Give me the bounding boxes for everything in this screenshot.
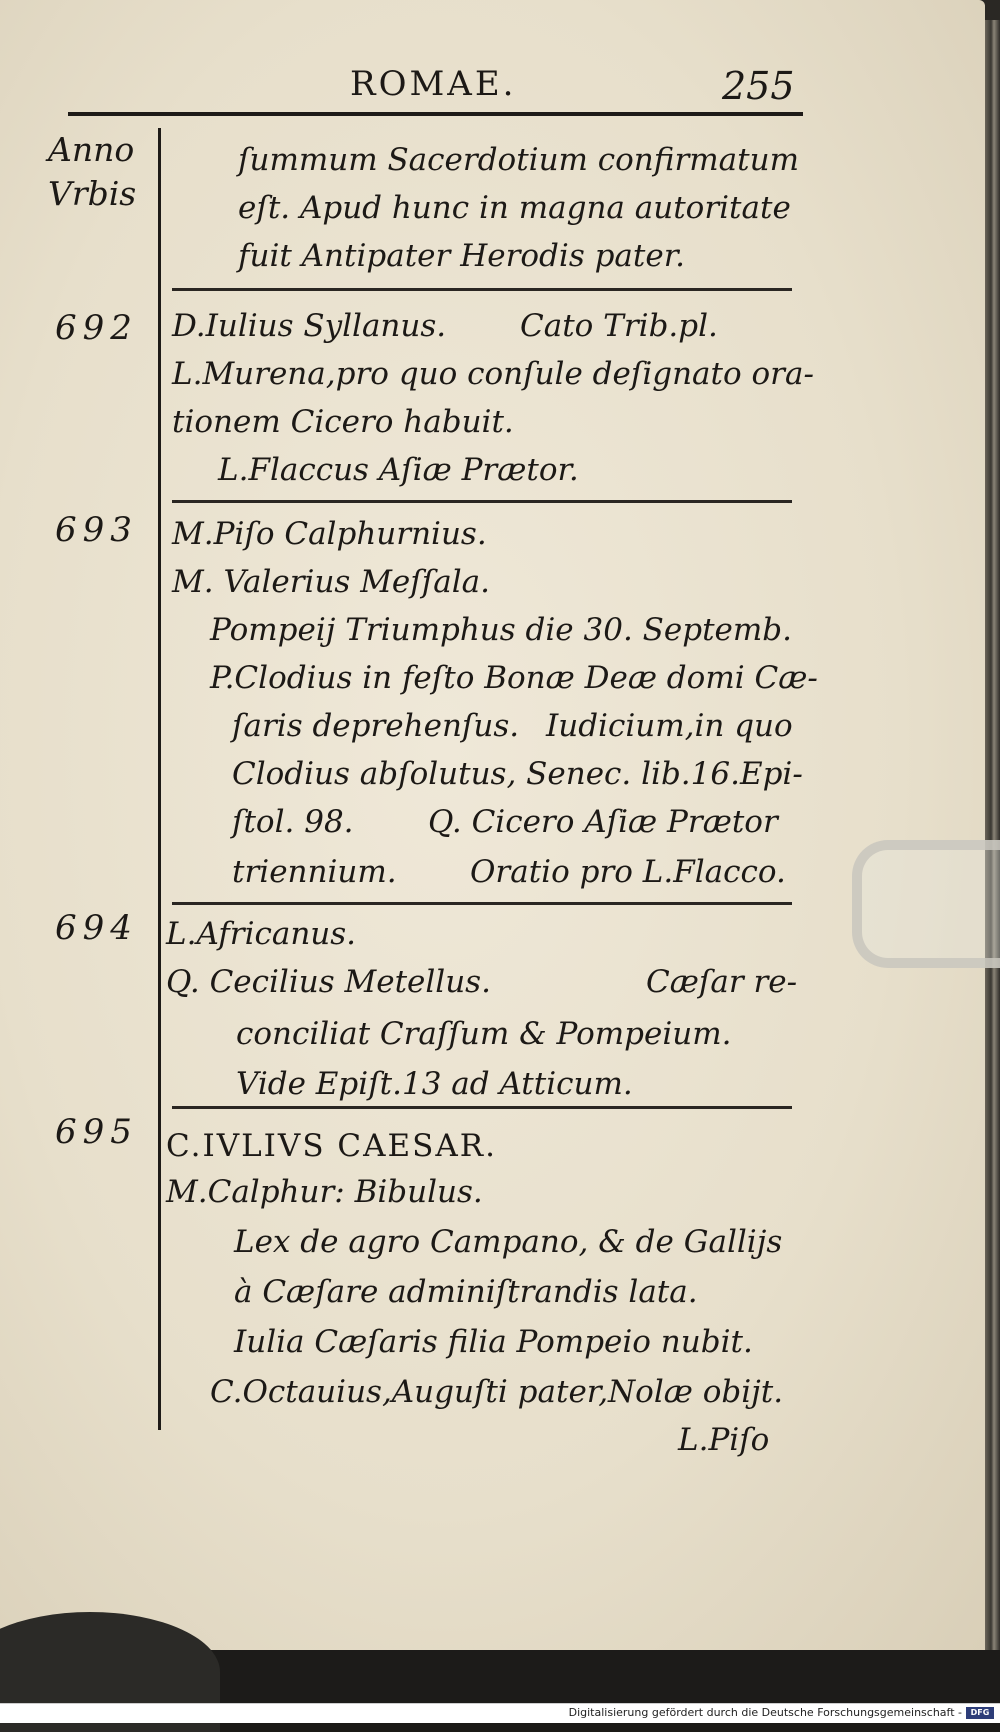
entry-line: Cato Trib.pl. xyxy=(520,308,718,344)
entry-line: Oratio pro L.Flacco. xyxy=(470,854,786,890)
running-head: ROMAE. xyxy=(350,64,517,104)
entry-line: Pompeij Triumphus die 30. Septemb. xyxy=(210,612,792,648)
year-692: 692 xyxy=(55,308,138,348)
entry-line: P.Clodius in feſto Bonæ Deæ domi Cæ- xyxy=(210,660,818,696)
entry-line: Iudicium,in quo xyxy=(546,708,793,744)
entry-separator xyxy=(172,1106,792,1109)
entry-separator xyxy=(172,500,792,503)
year-694: 694 xyxy=(55,908,138,948)
entry-line: conciliat Craſſum & Pompeium. xyxy=(236,1016,732,1052)
entry-line: Q. Cecilius Metellus. xyxy=(166,964,491,1000)
page-number: 255 xyxy=(722,64,795,108)
year-693: 693 xyxy=(55,510,138,550)
entry-line: Iulia Cæſaris filia Pompeio nubit. xyxy=(234,1324,753,1360)
entry-line: Lex de agro Campano, & de Gallijs xyxy=(234,1224,783,1260)
consul-name: C.IVLIVS CAESAR. xyxy=(166,1128,497,1164)
entry-line: L.Flaccus Aſiæ Prætor. xyxy=(218,452,579,488)
entry-line: L.Murena,pro quo conſule deſignato ora- xyxy=(172,356,814,392)
catchword: L.Piſo xyxy=(678,1422,770,1458)
intro-line: fuit Antipater Herodis pater. xyxy=(238,238,685,274)
intro-line: ſummum Sacerdotium confirmatum xyxy=(238,142,799,178)
entry-line: M. Valerius Meſſala. xyxy=(172,564,490,600)
dfg-logo: DFG xyxy=(966,1707,994,1719)
margin-head-anno: Anno xyxy=(48,130,135,169)
entry-line: Vide Epiſt.13 ad Atticum. xyxy=(236,1066,633,1102)
entry-line: tionem Cicero habuit. xyxy=(172,404,514,440)
year-695: 695 xyxy=(55,1112,138,1152)
entry-line: L.Africanus. xyxy=(166,916,357,952)
footer-credit: Digitalisierung gefördert durch die Deutsche Forschungsgemeinschaft - xyxy=(568,1706,962,1719)
margin-rule xyxy=(158,128,161,1430)
entry-line: Q. Cicero Aſiæ Prætor xyxy=(428,804,778,840)
entry-line: Clodius abſolutus, Senec. lib.16.Epi- xyxy=(232,756,803,792)
entry-line: C.Octauius,Auguſti pater,Nolæ obijt. xyxy=(210,1374,784,1410)
entry-line: triennium. xyxy=(232,854,397,890)
entry-line: ſtol. 98. xyxy=(232,804,354,840)
margin-head-urbis: Vrbis xyxy=(48,174,137,213)
entry-line: M.Calphur: Bibulus. xyxy=(166,1174,483,1210)
entry-line: M.Piſo Calphurnius. xyxy=(172,516,487,552)
digitization-footer xyxy=(0,1703,1000,1723)
entry-separator xyxy=(172,288,792,291)
paper-clip xyxy=(852,840,1000,968)
intro-line: eſt. Apud hunc in magna autoritate xyxy=(238,190,791,226)
entry-line: Cæſar re- xyxy=(646,964,798,1000)
entry-line: à Cæſare adminiſtrandis lata. xyxy=(234,1274,698,1310)
header-rule xyxy=(68,112,803,116)
entry-line: ſaris deprehenſus. xyxy=(232,708,520,744)
entry-separator xyxy=(172,902,792,905)
entry-line: D.Iulius Syllanus. xyxy=(172,308,447,344)
